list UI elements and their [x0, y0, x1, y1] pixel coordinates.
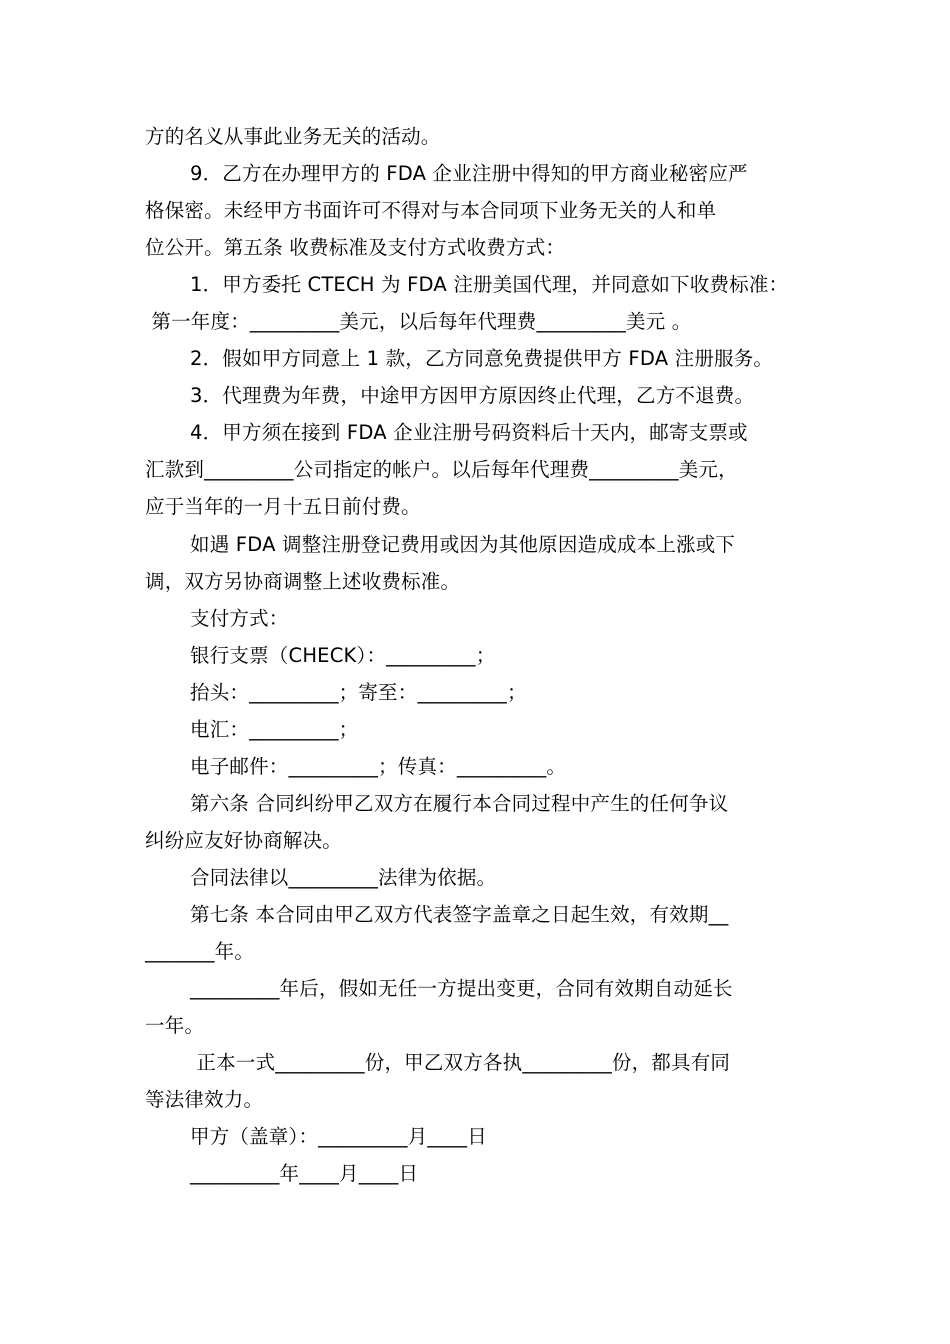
text-line: 1．甲方委托 CTECH 为 FDA 注册美国代理，并同意如下收费标准：	[190, 273, 789, 296]
text-line: 正本一式_________份，甲乙双方各执_________份，都具有同	[190, 1051, 731, 1074]
text-line: 方的名义从事此业务无关的活动。	[145, 125, 441, 148]
text-line: 第一年度：_________美元，以后每年代理费_________美元 。	[145, 310, 692, 333]
text-line: 一年。	[145, 1014, 205, 1037]
text-line: 如遇 FDA 调整注册登记费用或因为其他原因造成成本上涨或下	[190, 533, 736, 556]
text-line: 3．代理费为年费，中途甲方因甲方原因终止代理，乙方不退费。	[190, 384, 755, 407]
text-line: 9．乙方在办理甲方的 FDA 企业注册中得知的甲方商业秘密应严	[190, 162, 748, 185]
text-line: 电汇：_________；	[190, 718, 359, 741]
text-line: 纠纷应友好协商解决。	[145, 829, 343, 852]
text-line: 应于当年的一月十五日前付费。	[145, 495, 421, 518]
text-line: _______年。	[145, 940, 255, 963]
text-line: 合同法律以_________法律为依据。	[190, 866, 497, 889]
text-line: 等法律效力。	[145, 1088, 264, 1111]
date-line: _________年____月____日	[190, 1162, 419, 1185]
text-line: 支付方式：	[190, 607, 289, 630]
text-line: 2．假如甲方同意上 1 款，乙方同意免费提供甲方 FDA 注册服务。	[190, 347, 774, 370]
text-line: 格保密。未经甲方书面许可不得对与本合同项下业务无关的人和单	[145, 199, 717, 222]
text-line: 4．甲方须在接到 FDA 企业注册号码资料后十天内，邮寄支票或	[190, 421, 748, 444]
text-line: 汇款到_________公司指定的帐户。以后每年代理费_________美元，	[145, 458, 738, 481]
text-line: 第六条 合同纠纷甲乙双方在履行本合同过程中产生的任何争议	[190, 792, 729, 815]
text-line: _________年后，假如无任一方提出变更，合同有效期自动延长	[190, 977, 733, 1000]
text-line: 调，双方另协商调整上述收费标准。	[145, 570, 461, 593]
text-line: 抬头：_________；寄至：_________；	[190, 681, 527, 704]
text-line: 第七条 本合同由甲乙双方代表签字盖章之日起生效，有效期__	[190, 903, 729, 926]
text-line: 位公开。第五条 收费标准及支付方式收费方式：	[145, 236, 566, 259]
signature-line: 甲方（盖章）：_________月____日	[190, 1125, 487, 1148]
text-line: 银行支票（CHECK）：_________；	[190, 644, 496, 667]
text-line: 电子邮件：_________；传真：_________。	[190, 755, 567, 778]
